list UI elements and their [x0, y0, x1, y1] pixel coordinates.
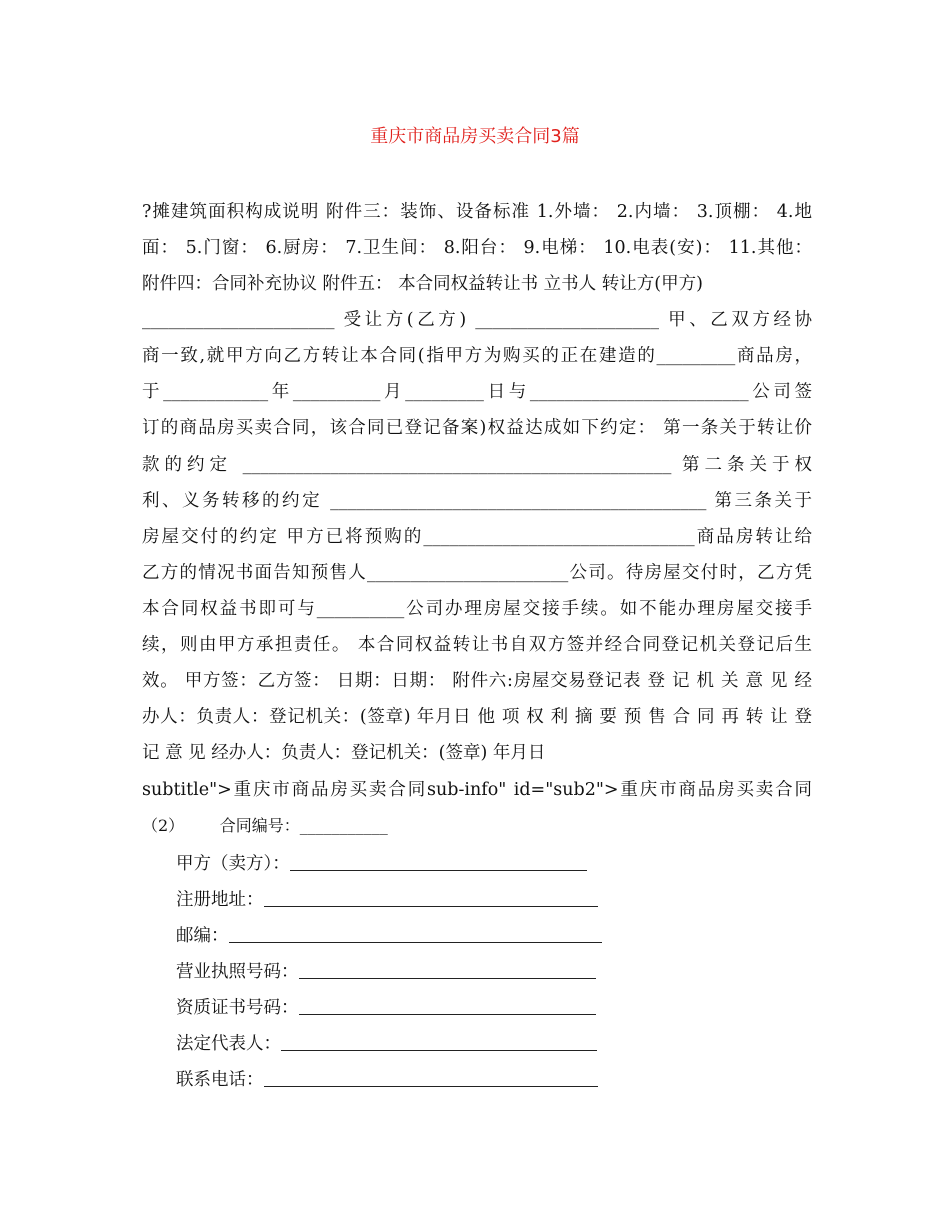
- body-line: 附件四：合同补充协议 附件五： 本合同权益转让书 立书人 转让方(甲方): [142, 274, 703, 294]
- form-label: 邮编：: [176, 926, 229, 946]
- form-row-representative: [176, 1030, 597, 1055]
- blank-field: [229, 926, 602, 943]
- body-line: subtitle">重庆市商品房买卖合同sub-info" id="sub2">重庆市商品房买卖合同: [142, 780, 812, 800]
- body-line: 续，则由甲方承担责任。 本合同权益转让书自双方签并经合同登记机关登记后生: [142, 635, 812, 655]
- blank-field: [299, 962, 596, 979]
- body-line: 款的约定 _________________________________________________ 第二条关于权: [142, 455, 812, 475]
- document-title: 重庆市商品房买卖合同3篇: [370, 126, 580, 147]
- form-label: 甲方（卖方）：: [176, 854, 290, 874]
- contract-number-line: （2） 合同编号：___________: [142, 816, 388, 835]
- body-line: 记 意 见 经办人：负责人：登记机关：(签章) 年月日: [142, 743, 546, 763]
- blank-field: [264, 890, 598, 907]
- body-line: 利、义务转移的约定 ___________________________________________ 第三条关于: [142, 491, 812, 511]
- form-row-postcode: [176, 922, 602, 947]
- form-row-seller: [176, 850, 587, 875]
- form-label: 法定代表人：: [176, 1034, 281, 1054]
- form-label: 联系电话：: [176, 1070, 264, 1090]
- blank-field: [264, 1070, 598, 1087]
- form-row-certificate: [176, 994, 596, 1019]
- form-row-license: [176, 958, 596, 983]
- blank-field: [299, 998, 596, 1015]
- body-line: 乙方的情况书面告知预售人_______________________公司。待房屋交付时，乙方凭: [142, 563, 812, 583]
- form-row-phone: [176, 1066, 598, 1091]
- form-label: 资质证书号码：: [176, 998, 299, 1018]
- form-label: 营业执照号码：: [176, 962, 299, 982]
- body-line: 本合同权益书即可与__________公司办理房屋交接手续。如不能办理房屋交接手: [142, 599, 812, 619]
- body-line: ?摊建筑面积构成说明 附件三：装饰、设备标准 1.外墙： 2.内墙： 3.顶棚： 4.地: [142, 202, 812, 222]
- body-line: 房屋交付的约定 甲方已将预购的_______________________________商品房转让给: [142, 527, 812, 547]
- body-line: 效。 甲方签：乙方签： 日期：日期： 附件六:房屋交易登记表 登 记 机 关 意 见 经: [142, 671, 812, 691]
- body-line: 面： 5.门窗： 6.厨房： 7.卫生间： 8.阳台： 9.电梯： 10.电表(安)： 11.其他：: [142, 238, 812, 258]
- body-line: 订的商品房买卖合同，该合同已登记备案)权益达成如下约定： 第一条关于转让价: [142, 418, 812, 438]
- body-line: ______________________ 受让方(乙方) _____________________ 甲、乙双方经协: [142, 310, 812, 330]
- body-line: 办人：负责人：登记机关：(签章) 年月日 他 项 权 利 摘 要 预 售 合 同 再 转 让 登: [142, 707, 812, 727]
- body-line: 商一致,就甲方向乙方转让本合同(指甲方为购买的正在建造的_________商品房，: [142, 346, 812, 366]
- blank-field: [290, 854, 587, 871]
- form-row-address: [176, 886, 598, 911]
- blank-field: [281, 1034, 597, 1051]
- body-line: 于____________年__________月_________日与_________________________公司签: [142, 382, 812, 402]
- form-label: 注册地址：: [176, 890, 264, 910]
